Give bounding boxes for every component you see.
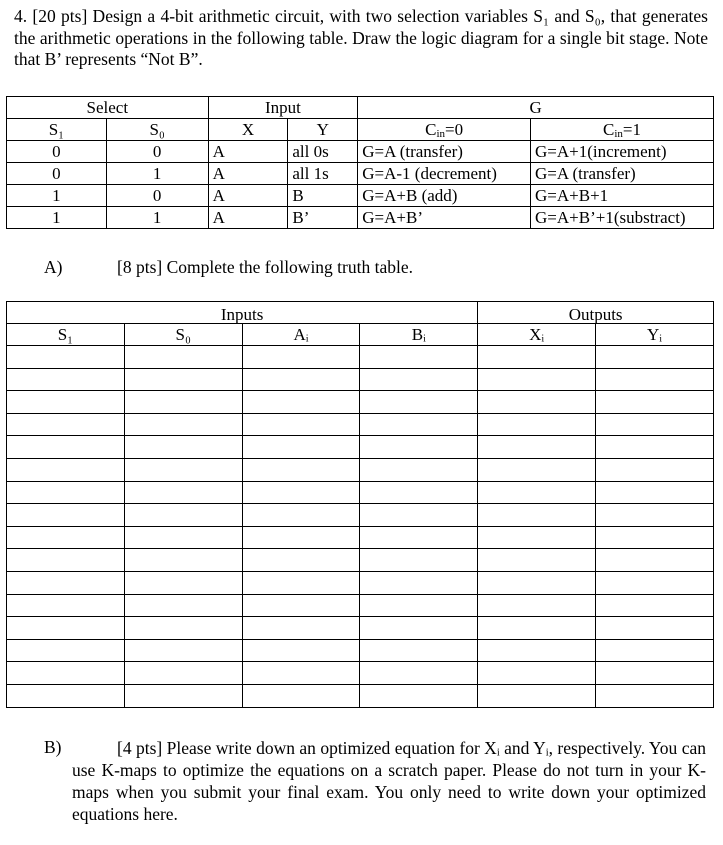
cell-s1: 0 (7, 141, 107, 163)
cin1-base: C (603, 119, 615, 139)
answer-cell[interactable] (7, 504, 125, 527)
answer-cell[interactable] (242, 391, 360, 414)
answer-cell[interactable] (124, 436, 242, 459)
answer-cell[interactable] (596, 571, 714, 594)
answer-cell[interactable] (7, 391, 125, 414)
answer-cell[interactable] (596, 662, 714, 685)
answer-cell[interactable] (124, 368, 242, 391)
answer-cell[interactable] (242, 413, 360, 436)
y-col-header: Y (288, 119, 358, 141)
answer-cell[interactable] (242, 594, 360, 617)
answer-cell[interactable] (596, 346, 714, 369)
table-row (7, 662, 714, 685)
answer-cell[interactable] (7, 481, 125, 504)
answer-cell[interactable] (478, 391, 596, 414)
answer-cell[interactable] (7, 549, 125, 572)
answer-cell[interactable] (596, 684, 714, 707)
answer-cell[interactable] (596, 617, 714, 640)
answer-cell[interactable] (124, 526, 242, 549)
answer-cell[interactable] (478, 571, 596, 594)
answer-cell[interactable] (7, 662, 125, 685)
answer-cell[interactable] (360, 436, 478, 459)
answer-cell[interactable] (596, 594, 714, 617)
cell-y: B’ (288, 207, 358, 229)
cin0-rest: =0 (445, 119, 464, 139)
table-row (7, 391, 714, 414)
answer-cell[interactable] (242, 639, 360, 662)
answer-cell[interactable] (478, 458, 596, 481)
answer-cell[interactable] (124, 594, 242, 617)
answer-cell[interactable] (596, 549, 714, 572)
answer-cell[interactable] (596, 526, 714, 549)
answer-cell[interactable] (360, 458, 478, 481)
table-row (7, 549, 714, 572)
cell-cin0: G=A (transfer) (358, 141, 531, 163)
table-row (7, 571, 714, 594)
answer-cell[interactable] (242, 571, 360, 594)
answer-cell[interactable] (242, 458, 360, 481)
answer-cell[interactable] (478, 481, 596, 504)
table-row (7, 481, 714, 504)
answer-cell[interactable] (7, 346, 125, 369)
answer-cell[interactable] (242, 368, 360, 391)
cell-x: A (208, 207, 288, 229)
answer-cell[interactable] (124, 481, 242, 504)
answer-cell[interactable] (242, 346, 360, 369)
cell-x: A (208, 185, 288, 207)
cell-y: all 1s (288, 163, 358, 185)
table-row (7, 346, 714, 369)
answer-cell[interactable] (478, 413, 596, 436)
table-row (7, 141, 714, 163)
input-group-header: Input (208, 97, 358, 119)
answer-cell[interactable] (360, 662, 478, 685)
xi-col-header: Xᵢ (478, 324, 596, 346)
answer-cell[interactable] (596, 504, 714, 527)
cell-x: A (208, 163, 288, 185)
answer-cell[interactable] (242, 549, 360, 572)
answer-cell[interactable] (124, 413, 242, 436)
operations-table (6, 96, 714, 229)
cell-s1: 0 (7, 163, 107, 185)
answer-cell[interactable] (596, 639, 714, 662)
cell-s0: 1 (106, 163, 208, 185)
answer-cell[interactable] (7, 617, 125, 640)
table-row (7, 413, 714, 436)
inputs-group-header: Inputs (7, 302, 478, 324)
answer-cell[interactable] (7, 458, 125, 481)
answer-cell[interactable] (242, 504, 360, 527)
cell-cin1: G=A+B+1 (531, 185, 714, 207)
s0-col-header: S₀ (124, 324, 242, 346)
answer-cell[interactable] (478, 662, 596, 685)
bi-col-header: Bᵢ (360, 324, 478, 346)
table-row (7, 684, 714, 707)
cell-cin1: G=A+1(increment) (531, 141, 714, 163)
cin0-sub: in (436, 127, 446, 140)
answer-cell[interactable] (360, 617, 478, 640)
s1-col-header: S₁ (7, 119, 107, 141)
answer-cell[interactable] (7, 684, 125, 707)
part-b-label: B) (44, 737, 62, 757)
answer-cell[interactable] (242, 684, 360, 707)
cell-y: all 0s (288, 141, 358, 163)
cell-cin0: G=A+B (add) (358, 185, 531, 207)
answer-cell[interactable] (360, 571, 478, 594)
cell-s1: 1 (7, 207, 107, 229)
answer-cell[interactable] (124, 571, 242, 594)
answer-cell[interactable] (242, 481, 360, 504)
answer-cell[interactable] (596, 458, 714, 481)
answer-cell[interactable] (596, 436, 714, 459)
answer-cell[interactable] (7, 413, 125, 436)
table-row (7, 163, 714, 185)
table-row (7, 436, 714, 459)
table-row (7, 458, 714, 481)
answer-cell[interactable] (478, 504, 596, 527)
table-row (7, 185, 714, 207)
cin0-base: C (425, 119, 437, 139)
answer-cell[interactable] (124, 684, 242, 707)
cell-cin1: G=A+B’+1(substract) (531, 207, 714, 229)
answer-cell[interactable] (124, 346, 242, 369)
answer-cell[interactable] (7, 436, 125, 459)
answer-cell[interactable] (124, 617, 242, 640)
table-row (7, 526, 714, 549)
cell-x: A (208, 141, 288, 163)
part-a-label: A) (44, 257, 63, 277)
cell-s0: 0 (106, 141, 208, 163)
part-b-text: [4 pts] Please write down an optimized equation for Xᵢ and Yᵢ, respectively. You can use K-maps to optimize the equations on a scratch paper. Please do not turn in your K-maps when you submit your final exam. You only need to write down your optimized equations here. (72, 738, 706, 824)
answer-cell[interactable] (360, 594, 478, 617)
answer-cell[interactable] (478, 436, 596, 459)
outputs-group-header: Outputs (478, 302, 714, 324)
table-row (7, 207, 714, 229)
answer-cell[interactable] (360, 391, 478, 414)
select-group-header: Select (7, 97, 209, 119)
cell-s1: 1 (7, 185, 107, 207)
yi-col-header: Yᵢ (596, 324, 714, 346)
cin0-col-header (358, 119, 531, 141)
answer-cell[interactable] (360, 549, 478, 572)
answer-cell[interactable] (360, 346, 478, 369)
cell-y: B (288, 185, 358, 207)
answer-cell[interactable] (7, 368, 125, 391)
answer-cell[interactable] (124, 458, 242, 481)
part-a-text: [8 pts] Complete the following truth table. (117, 257, 413, 277)
table-row (7, 368, 714, 391)
answer-cell[interactable] (124, 549, 242, 572)
table-row (7, 594, 714, 617)
answer-cell[interactable] (7, 639, 125, 662)
answer-cell[interactable] (360, 526, 478, 549)
answer-cell[interactable] (478, 346, 596, 369)
answer-cell[interactable] (360, 481, 478, 504)
answer-cell[interactable] (7, 594, 125, 617)
x-col-header: X (208, 119, 288, 141)
answer-cell[interactable] (596, 413, 714, 436)
answer-cell[interactable] (242, 617, 360, 640)
answer-cell[interactable] (360, 368, 478, 391)
answer-cell[interactable] (596, 481, 714, 504)
cell-cin0: G=A+B’ (358, 207, 531, 229)
answer-cell[interactable] (478, 526, 596, 549)
answer-cell[interactable] (124, 504, 242, 527)
cin1-rest: =1 (622, 119, 641, 139)
answer-cell[interactable] (124, 662, 242, 685)
table-row (7, 504, 714, 527)
cin1-sub: in (614, 127, 623, 140)
answer-cell[interactable] (478, 549, 596, 572)
answer-cell[interactable] (360, 684, 478, 707)
answer-cell[interactable] (478, 617, 596, 640)
answer-cell[interactable] (360, 639, 478, 662)
s1-col-header: S₁ (7, 324, 125, 346)
cell-cin0: G=A-1 (decrement) (358, 163, 531, 185)
answer-cell[interactable] (478, 639, 596, 662)
s0-col-header: S₀ (106, 119, 208, 141)
answer-cell[interactable] (124, 639, 242, 662)
answer-cell[interactable] (360, 504, 478, 527)
truth-table (6, 301, 714, 708)
cin1-col-header (531, 119, 714, 141)
ai-col-header: Aᵢ (242, 324, 360, 346)
cell-s0: 1 (106, 207, 208, 229)
answer-cell[interactable] (478, 368, 596, 391)
g-group-header: G (358, 97, 714, 119)
answer-cell[interactable] (124, 391, 242, 414)
answer-cell[interactable] (360, 413, 478, 436)
answer-cell[interactable] (596, 391, 714, 414)
question-text: 4. [20 pts] Design a 4-bit arithmetic circuit, with two selection variables S₁ and S₀, that generates the arithmetic operations in the following table. Draw the logic diagram for a single bit stage. Note that B’ represents “Not B”. (14, 6, 708, 69)
answer-cell[interactable] (478, 594, 596, 617)
answer-cell[interactable] (7, 571, 125, 594)
answer-cell[interactable] (242, 436, 360, 459)
answer-cell[interactable] (7, 526, 125, 549)
answer-cell[interactable] (478, 684, 596, 707)
truth-table-body (7, 346, 714, 708)
cell-cin1: G=A (transfer) (531, 163, 714, 185)
answer-cell[interactable] (596, 368, 714, 391)
cell-s0: 0 (106, 185, 208, 207)
answer-cell[interactable] (242, 662, 360, 685)
table-row (7, 617, 714, 640)
table-row (7, 639, 714, 662)
answer-cell[interactable] (242, 526, 360, 549)
